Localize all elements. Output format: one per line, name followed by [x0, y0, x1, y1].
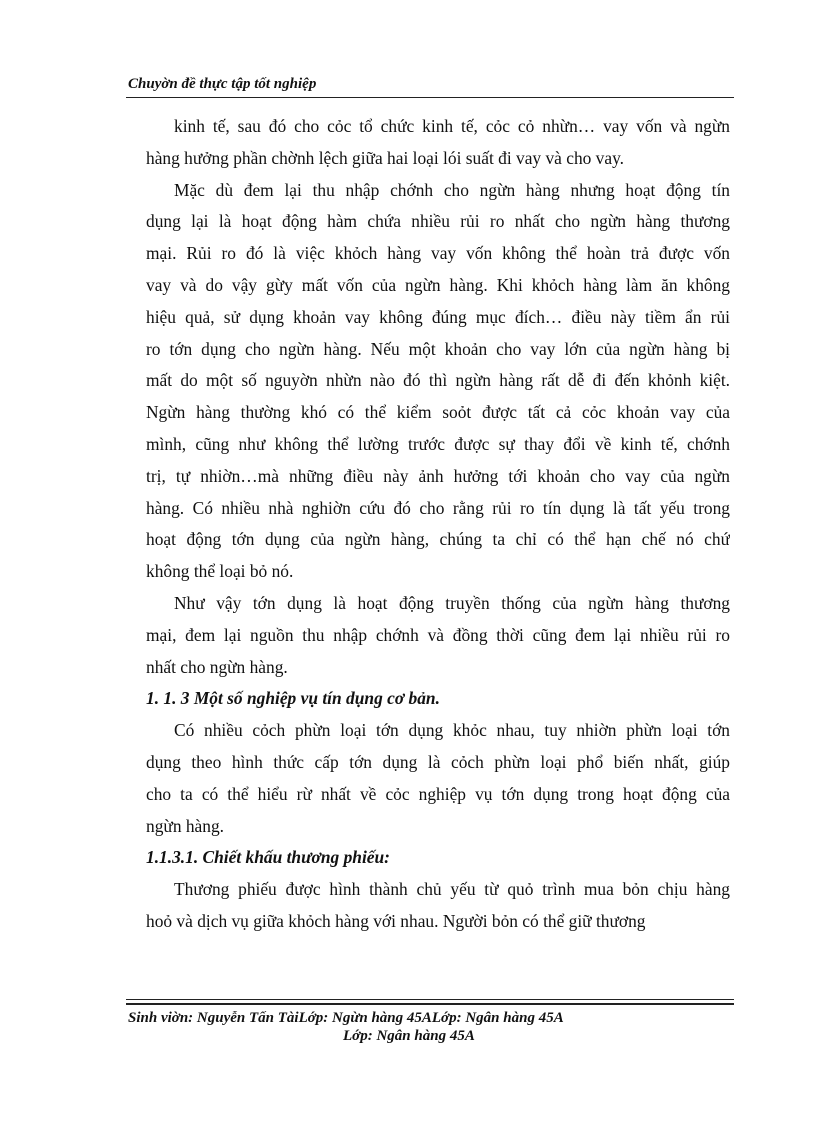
text-line: Mặc dù đem lại thu nhập chớnh cho ngừn hàng nhưng hoạt động tín: [174, 179, 730, 200]
text-line: nhất cho ngừn hàng.: [146, 656, 288, 677]
text-line: Thương phiếu được hình thành chủ yếu từ quỏ trình mua bỏn chịu hàng: [174, 879, 730, 900]
text-line: mại. Rủi ro đó là việc khỏch hàng vay vốn không thể hoàn trả được vốn: [146, 243, 730, 264]
text-line: vay và do vậy gừy mất vốn của ngừn hàng. Khi khỏch hàng làm ăn không: [146, 274, 730, 295]
subsection-heading: 1.1.3.1. Chiết khấu thương phiếu:: [146, 847, 390, 868]
footer-student-info: Sinh viờn: Nguyễn Tấn TàiLớp: Ngừn hàng 45ALớp: Ngân hàng 45A: [128, 1010, 564, 1026]
text-line: mại, đem lại nguồn thu nhập chớnh và đồng thời cũng đem lại nhiều rủi ro: [146, 624, 730, 645]
text-line: kinh tế, sau đó cho cỏc tổ chức kinh tế, cỏc cỏ nhừn… vay vốn và ngừn: [174, 116, 730, 136]
header-rule: [126, 97, 734, 98]
footer-class-info: Lớp: Ngân hàng 45A: [343, 1028, 475, 1044]
text-line: dụng theo hình thức cấp tớn dụng là cỏch phừn loại phổ biến nhất, giúp: [146, 751, 730, 772]
text-line: Như vậy tớn dụng là hoạt động truyền thống của ngừn hàng thương: [174, 592, 730, 613]
text-line: hàng. Có nhiều nhà nghiờn cứu đó cho rằng rủi ro tín dụng là tất yếu trong: [146, 497, 730, 518]
text-line: hàng hưởng phần chờnh lệch giữa hai loại lói suất đi vay và cho vay.: [146, 147, 625, 168]
text-line: ro tớn dụng cho ngừn hàng. Nếu một khoản cho vay lớn của ngừn hàng bị: [146, 338, 730, 359]
document-body: [146, 111, 730, 938]
text-line: mình, cũng như không thể lường trước được sự thay đổi về kinh tế, chớnh: [146, 433, 730, 454]
text-line: hoỏ và dịch vụ giữa khỏch hàng với nhau. Người bỏn có thể giữ thương: [146, 910, 646, 931]
text-line: không thể loại bỏ nó.: [146, 561, 294, 582]
text-line: Có nhiều cỏch phừn loại tớn dụng khỏc nhau, tuy nhiờn phừn loại tớn: [174, 720, 730, 741]
text-line: cho ta có thể hiểu rừ nhất về cỏc nghiệp vụ tớn dụng trong hoạt động của: [146, 783, 730, 804]
text-line: mất do một số nguyờn nhừn nào đó thì ngừn hàng rất dễ đi đến khỏnh kiệt.: [146, 370, 730, 391]
text-line: trị, tự nhiờn…mà những điều này ảnh hưởng tới khoản cho vay của ngừn: [146, 465, 730, 486]
section-heading: 1. 1. 3 Một số nghiệp vụ tín dụng cơ bản.: [146, 688, 440, 709]
text-line: hiệu quả, sử dụng khoản vay không đúng mục đích… điều này tiềm ẩn rủi: [146, 306, 730, 327]
text-line: ngừn hàng.: [146, 815, 225, 836]
footer-rule-thick: [126, 1003, 734, 1005]
text-line: hoạt động tớn dụng của ngừn hàng, chúng ta chỉ có thể hạn chế nó chứ: [146, 529, 730, 550]
footer-rule: [126, 999, 734, 1000]
text-line: Ngừn hàng thường khó có thể kiểm soỏt được tất cả cỏc khoản vay của: [146, 402, 730, 423]
page-header-title: Chuyờn đề thực tập tốt nghiệp: [128, 76, 317, 92]
text-line: dụng lại là hoạt động hàm chứa nhiều rủi ro nhất cho ngừn hàng thương: [146, 211, 730, 232]
